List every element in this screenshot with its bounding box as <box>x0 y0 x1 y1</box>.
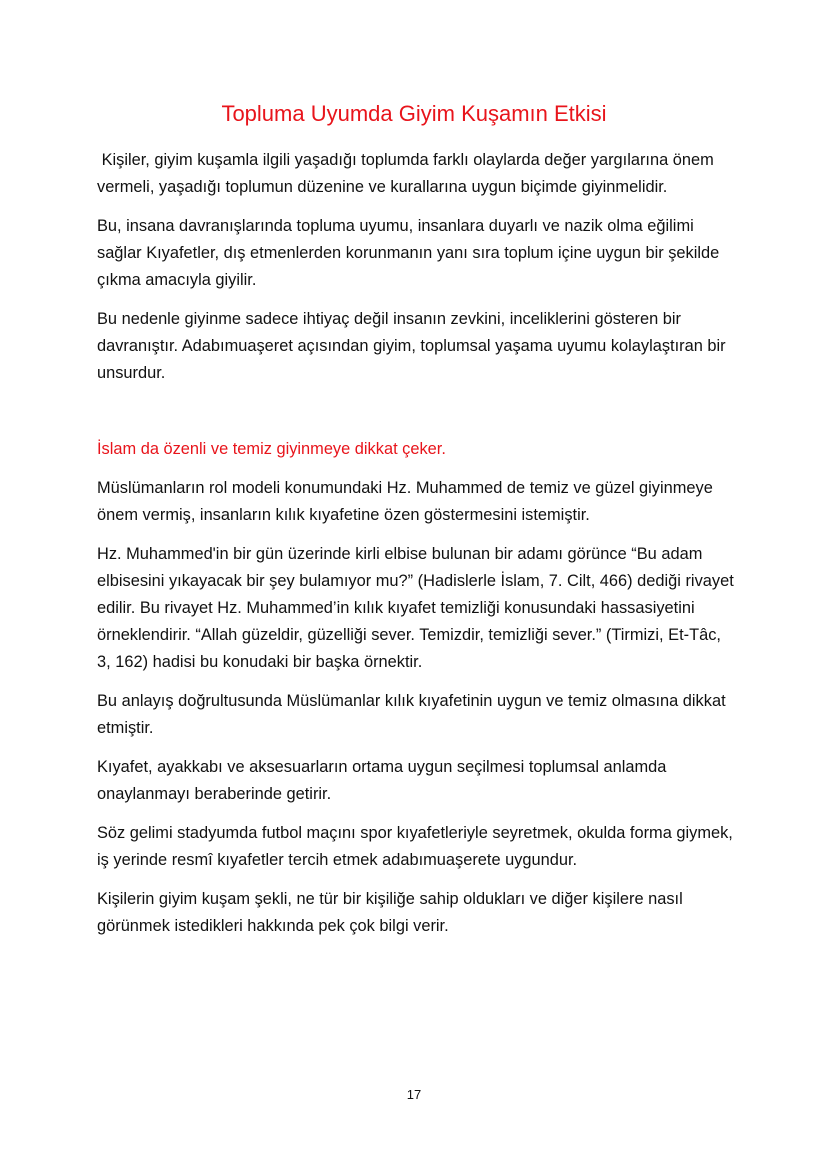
section-spacer <box>97 399 737 436</box>
page-title: Topluma Uyumda Giyim Kuşamın Etkisi <box>221 101 607 126</box>
paragraph: Bu anlayış doğrultusunda Müslümanlar kılık kıyafetinin uygun ve temiz olmasına dikkat etmiştir. <box>97 692 726 737</box>
section-subheading: İslam da özenli ve temiz giyinmeye dikkat çeker. <box>97 440 446 458</box>
paragraph: Bu nedenle giyinme sadece ihtiyaç değil insanın zevkini, inceliklerini gösteren bir davranıştır. Adabımuaşeret açısından giyim, toplumsal yaşama uyumu kolaylaştıran bir unsurdur. <box>97 310 726 382</box>
paragraph: Kıyafet, ayakkabı ve aksesuarların ortama uygun seçilmesi toplumsal anlamda onaylanmayı beraberinde getirir. <box>97 758 667 803</box>
document-body <box>97 147 737 952</box>
paragraph: Söz gelimi stadyumda futbol maçını spor kıyafetleriyle seyretmek, okulda forma giymek, iş yerinde resmî kıyafetler tercih etmek adabımuaşerete uygundur. <box>97 824 733 869</box>
paragraph: Hz. Muhammed'in bir gün üzerinde kirli elbise bulunan bir adamı görünce “Bu adam elbisesini yıkayacak bir şey bulamıyor mu?” (Hadislerle İslam, 7. Cilt, 466) dediği rivayet edilir. Bu rivayet Hz. Muhammed’in kılık kıyafet temizliği konusundaki hassasiyetini örneklendirir. “Allah güzeldir, güzelliği sever. Temizdir, temizliği sever.” (Tirmizi, Et-Tâc, 3, 162) hadisi bu konudaki bir başka örnektir. <box>97 545 734 671</box>
page-number: 17 <box>406 1087 422 1102</box>
paragraph: Bu, insana davranışlarında topluma uyumu, insanlara duyarlı ve nazik olma eğilimi sağlar Kıyafetler, dış etmenlerden korunmanın yanı sıra toplum içine uygun bir şekilde çıkma amacıyla giyilir. <box>97 217 720 289</box>
paragraph: Kişilerin giyim kuşam şekli, ne tür bir kişiliğe sahip oldukları ve diğer kişilere nasıl görünmek istedikleri hakkında pek çok bilgi verir. <box>97 890 683 935</box>
paragraph: Müslümanların rol modeli konumundaki Hz. Muhammed de temiz ve güzel giyinmeye önem vermiş, insanların kılık kıyafetine özen göstermesini istemiştir. <box>97 479 713 524</box>
paragraph: Kişiler, giyim kuşamla ilgili yaşadığı toplumda farklı olaylarda değer yargılarına önem vermeli, yaşadığı toplumun düzenine ve kurallarına uygun biçimde giyinmelidir. <box>97 151 719 196</box>
